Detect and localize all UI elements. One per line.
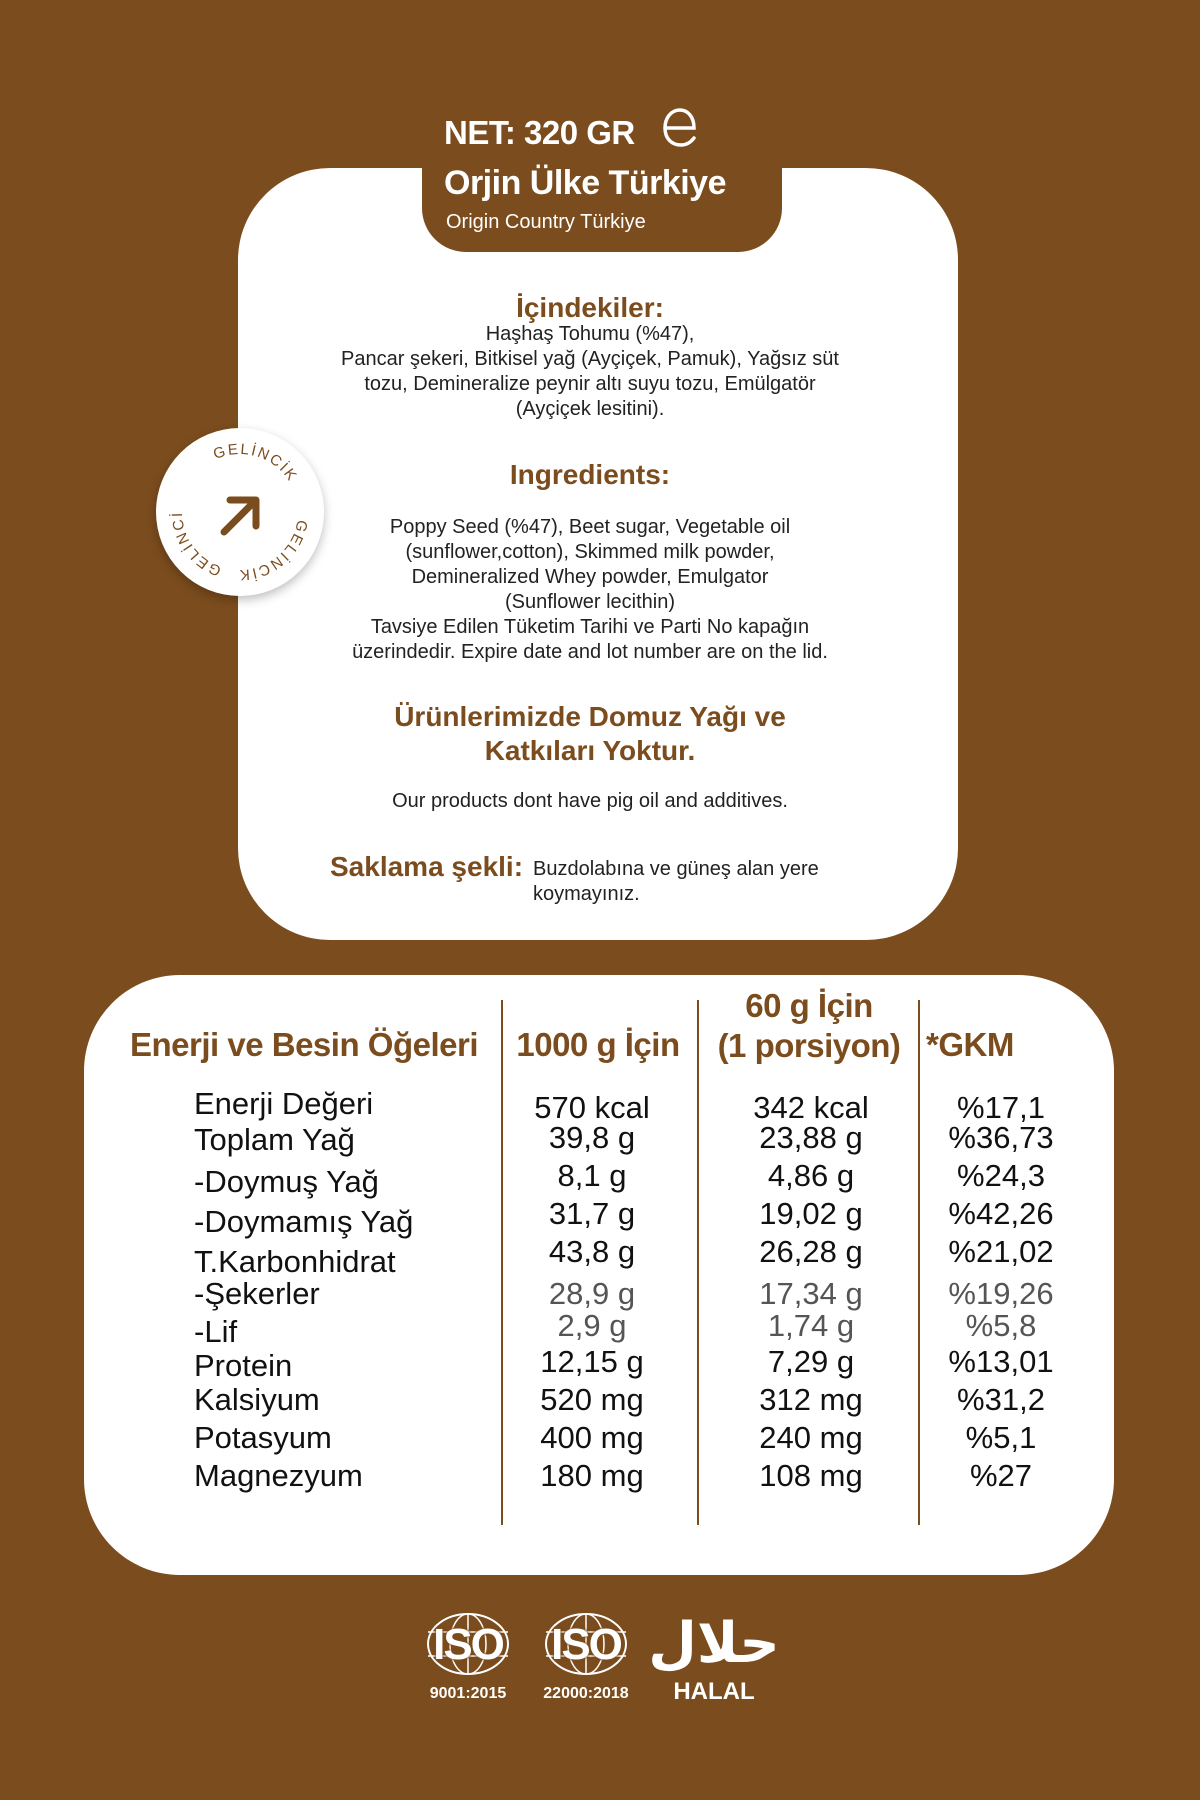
notice-title-line: Katkıları Yoktur. [484,735,696,766]
nutrition-rows [0,1086,1200,1506]
badge-text: GELİNCİK [211,440,301,486]
ingredients-tr-title: İçindekiler: [516,292,664,323]
nutrient-name: Potasyum [194,1420,332,1455]
nutrient-name: Kalsiyum [194,1382,320,1417]
value-1000g: 400 mg [540,1420,644,1455]
storage-line: koymayınız. [533,883,640,905]
badge-text-3: GELİNCİ [168,510,224,580]
nutrient-name: Enerji Değeri [194,1086,374,1121]
no-pork-notice-text: Our products dont have pig oil and additives. [392,790,788,812]
table-row [0,1234,1200,1280]
ingredients-tr-line: Haşhaş Tohumu (%47), [485,323,695,345]
value-1000g: 43,8 g [548,1234,636,1269]
iso-9001-number: 9001:2015 [429,1685,507,1702]
value-gkm: %42,26 [948,1196,1054,1231]
halal-logo [648,1612,780,1706]
value-gkm: %13,01 [948,1344,1054,1379]
value-gkm: %19,26 [948,1276,1054,1311]
table-row [0,1344,1200,1384]
table-row [0,1158,1200,1200]
arrow-up-right-icon [224,500,256,532]
value-60g: 7,29 g [767,1344,855,1379]
value-60g: 4,86 g [767,1158,855,1193]
value-gkm: %5,1 [965,1420,1037,1455]
origin-country-en: Origin Country Türkiye [446,211,646,233]
notice-title-line: Ürünlerimizde Domuz Yağı ve [394,701,786,732]
origin-country-tr: Orjin Ülke Türkiye [444,164,726,202]
storage-line: Buzdolabına ve güneş alan yere [533,858,819,880]
ingredients-en-line: Demineralized Whey powder, Emulgator [411,566,769,588]
table-row [0,1382,1200,1418]
value-60g: 19,02 g [759,1196,863,1231]
nutrition-header-60g [700,986,918,1066]
nutrient-name: T.Karbonhidrat [194,1244,396,1279]
value-gkm: %27 [969,1458,1033,1493]
brand-badge [156,428,324,596]
table-row [0,1420,1200,1456]
ingredients-en-line: Poppy Seed (%47), Beet sugar, Vegetable oil [389,516,791,538]
iso-9001-logo [418,1612,518,1703]
value-60g: 17,34 g [759,1276,863,1311]
value-60g: 312 mg [759,1382,863,1417]
badge-text-2: GELİNCİK [237,518,311,584]
value-gkm: %24,3 [957,1158,1045,1193]
header-60g-line2: (1 porsiyon) [717,1027,901,1064]
table-row [0,1458,1200,1494]
e-letter-logo-icon [660,100,700,152]
value-60g: 108 mg [759,1458,863,1493]
ingredients-en-text [300,515,880,665]
ingredients-en-line: (Sunflower lecithin) [504,591,676,613]
nutrient-name: Protein [194,1348,293,1383]
value-60g: 342 kcal [753,1090,869,1125]
storage-label: Saklama şekli: [330,851,524,882]
value-1000g: 2,9 g [557,1308,627,1343]
iso-22000-text: ISO [551,1620,621,1669]
value-1000g: 8,1 g [557,1158,627,1193]
iso-9001-text: ISO [433,1620,503,1669]
ingredients-tr-text [300,322,880,422]
nutrition-header-1000g: 1000 g İçin [516,1026,680,1063]
ingredients-en-line: Tavsiye Edilen Tüketim Tarihi ve Parti No kapağın [370,616,810,638]
storage-text [533,857,819,907]
value-gkm: %31,2 [957,1382,1045,1417]
table-row [0,1086,1200,1125]
value-gkm: %5,8 [965,1308,1037,1343]
value-60g: 240 mg [759,1420,863,1455]
table-row [0,1120,1200,1160]
nutrient-name: Magnezyum [194,1458,363,1493]
value-60g: 23,88 g [759,1120,863,1155]
value-gkm: %21,02 [948,1234,1054,1269]
value-1000g: 520 mg [540,1382,644,1417]
value-gkm: %36,73 [948,1120,1054,1155]
value-60g: 1,74 g [767,1308,855,1343]
halal-label: HALAL [673,1678,755,1705]
value-1000g: 28,9 g [548,1276,636,1311]
table-row [0,1276,1200,1312]
ingredients-tr-line: (Ayçiçek lesitini). [515,398,665,420]
no-pork-notice-title [300,700,880,768]
ingredients-tr-line: tozu, Demineralize peynir altı suyu tozu, Emülgatör [364,373,816,395]
net-weight: NET: 320 GR [444,114,635,151]
nutrition-header-name: Enerji ve Besin Öğeleri [130,1026,478,1063]
ingredients-en-line: üzerindedir. Expire date and lot number are on the lid. [352,641,828,663]
iso-22000-number: 22000:2018 [543,1685,629,1702]
header-60g-line1: 60 g İçin [745,987,873,1024]
value-1000g: 39,8 g [548,1120,636,1155]
value-1000g: 570 kcal [534,1090,650,1125]
badge-graphic [156,428,324,596]
value-60g: 26,28 g [759,1234,863,1269]
value-gkm: %17,1 [957,1090,1045,1125]
nutrient-name: -Lif [194,1314,238,1349]
nutrient-name: Toplam Yağ [194,1122,355,1157]
nutrient-name: -Şekerler [194,1276,320,1311]
value-1000g: 180 mg [540,1458,644,1493]
iso-22000-logo [536,1612,636,1703]
ingredients-tr-line: Pancar şekeri, Bitkisel yağ (Ayçiçek, Pamuk), Yağsız süt [341,348,839,370]
nutrient-name: -Doymuş Yağ [194,1164,379,1199]
ingredients-en-line: (sunflower,cotton), Skimmed milk powder, [405,541,775,563]
value-1000g: 31,7 g [548,1196,636,1231]
nutrition-header-gkm: *GKM [926,1026,1014,1063]
ingredients-en-title: Ingredients: [509,459,671,490]
value-1000g: 12,15 g [540,1344,644,1379]
halal-arabic-text: حلال [648,1611,780,1676]
nutrient-name: -Doymamış Yağ [194,1204,414,1239]
